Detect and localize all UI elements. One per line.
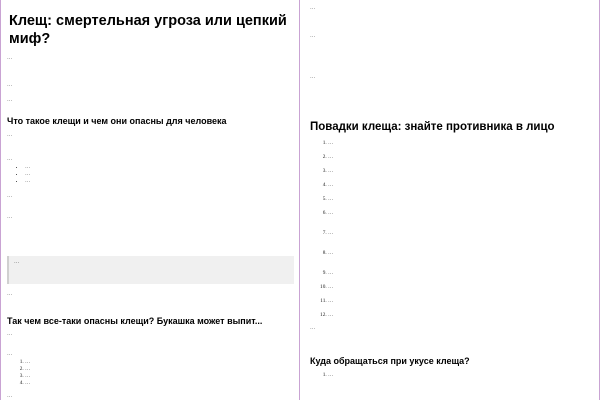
list-item: 10. … [328, 284, 593, 298]
regions-paragraph: … [310, 33, 316, 39]
list-item: 9. … [328, 270, 593, 284]
bloodsucker-paragraph: … [7, 291, 13, 297]
conclusion-paragraph: … [310, 325, 316, 331]
list-item: 7. … [328, 230, 593, 250]
intro-paragraph: … [7, 55, 13, 61]
list-item: 12. … [328, 312, 593, 319]
list-item: 4. … [25, 380, 294, 387]
list-item: • … [25, 164, 294, 171]
section-heading-danger: Так чем все-таки опасны клещи? Букашка может выпит... [7, 316, 263, 326]
intro-paragraph-2: … [7, 82, 13, 88]
appearance-paragraph: … [7, 193, 13, 199]
list-item: 4. … [328, 182, 593, 196]
list-item: 3. … [25, 373, 294, 380]
statistics-paragraph: … [310, 5, 316, 11]
list-item: 5. … [328, 196, 593, 210]
right-page [300, 0, 600, 400]
list-item: 1. … [25, 359, 294, 366]
list-item: 11. … [328, 298, 593, 312]
infections-intro: … [7, 351, 13, 357]
section-heading-where-to-go: Куда обращаться при укусе клеща? [310, 356, 470, 366]
list-item: 8. … [328, 250, 593, 270]
list-item: 2. … [328, 154, 593, 168]
list-item: • … [25, 171, 294, 178]
page-title: Клещ: смертельная угроза или цепкий миф? [9, 13, 287, 47]
biology-paragraph: … [7, 156, 13, 162]
list-item: • … [25, 178, 294, 185]
infection-paragraph: … [7, 331, 13, 337]
list-item: 3. … [328, 168, 593, 182]
infections-list [7, 359, 294, 387]
tick-habits-list [310, 140, 593, 319]
danger-paragraph: … [7, 214, 13, 220]
section-heading-what-are-ticks: Что такое клещи и чем они опасны для человека [7, 116, 227, 126]
ticks-description-paragraph: … [7, 132, 13, 138]
habitat-list [7, 164, 294, 185]
intro-paragraph-3: … [7, 97, 13, 103]
encephalitis-paragraph: … [7, 393, 13, 399]
list-item: 6. … [328, 210, 593, 230]
spread-paragraph: … [310, 74, 316, 80]
highlight-quote: … [7, 256, 294, 284]
list-item: 1. … [328, 372, 593, 392]
section-heading-tick-habits: Повадки клеща: знайте противника в лицо [310, 121, 555, 133]
list-item: 1. … [328, 140, 593, 154]
list-item: 2. … [25, 366, 294, 373]
where-to-go-list [310, 372, 593, 392]
